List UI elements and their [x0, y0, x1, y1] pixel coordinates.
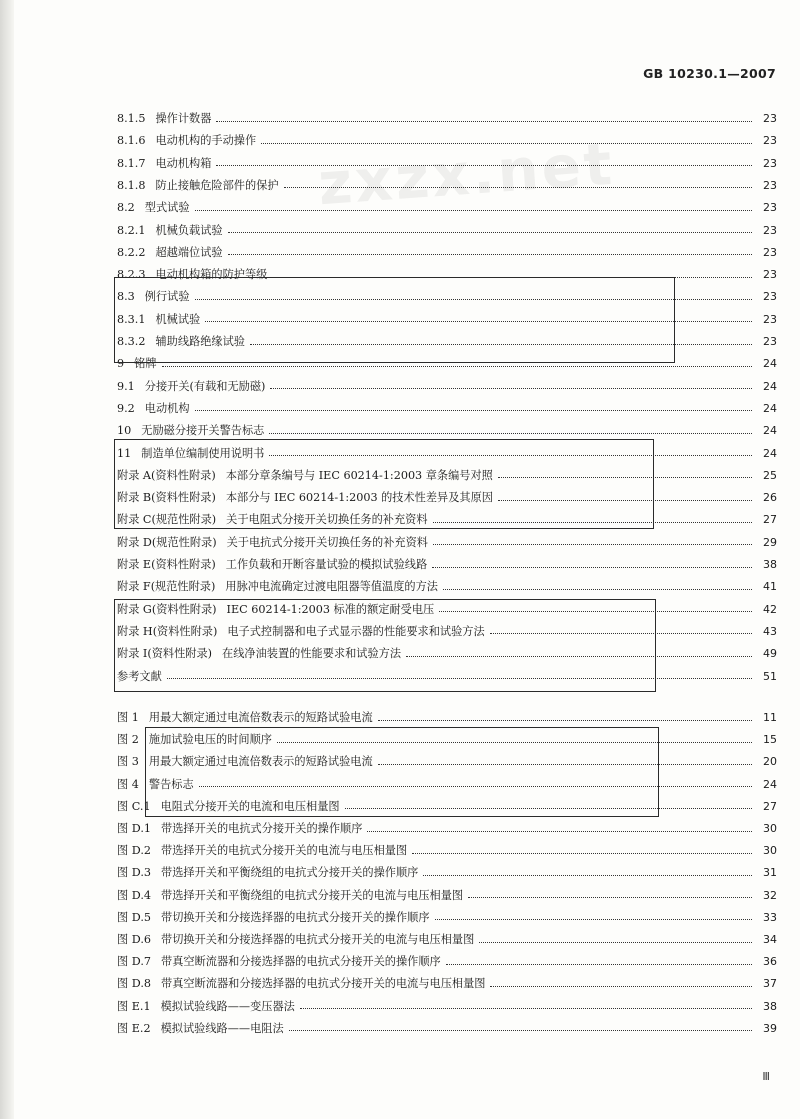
figure-entry-title: 模拟试验线路——电阻法 — [160, 1021, 284, 1035]
toc-entry-label — [117, 153, 211, 175]
toc-entry[interactable] — [117, 554, 777, 576]
toc-entry-title: 辅助线路绝缘试验 — [155, 335, 245, 348]
toc-entry[interactable] — [117, 153, 777, 175]
toc-entry-page: 23 — [763, 178, 777, 192]
figure-entry-title: 带选择开关和平衡绕组的电抗式分接开关的电流与电压相量图 — [161, 888, 464, 902]
highlight-box-annex-abc — [114, 439, 654, 529]
toc-entry-page: 43 — [763, 624, 777, 638]
dot-leader — [228, 231, 752, 233]
figure-entry-number: 图 1 — [117, 711, 139, 724]
toc-entry-number: 8.3 — [117, 290, 135, 304]
figure-entry-number: 图 4 — [117, 777, 139, 791]
figure-entry-number: 图 D.5 — [117, 910, 151, 924]
toc-entry-page: 24 — [763, 379, 777, 393]
toc-entry-title: 参考文献 — [117, 669, 162, 683]
figure-entry-number: 图 E.2 — [117, 1021, 151, 1035]
toc-entry-page: 23 — [763, 268, 777, 282]
toc-entry-title: 关于电抗式分接开关切换任务的补充资料 — [226, 535, 428, 549]
dot-leader — [261, 142, 752, 144]
dot-leader — [284, 186, 752, 188]
toc-entry-page: 25 — [763, 468, 777, 482]
toc-entry-page: 42 — [763, 602, 777, 616]
figure-entry-page: 37 — [763, 977, 777, 991]
toc-entry-page: 23 — [763, 245, 777, 259]
highlight-box-figures-2-c1 — [145, 727, 659, 817]
dot-leader — [490, 985, 752, 987]
figure-entry[interactable] — [117, 996, 777, 1018]
figure-entry-number: 图 2 — [117, 733, 139, 747]
toc-entry-title: 铭牌 — [134, 357, 157, 371]
toc-entry[interactable] — [117, 175, 777, 197]
figure-entry-page: 11 — [763, 711, 777, 724]
toc-entry-title: 机械负载试验 — [155, 223, 223, 237]
toc-entry-page: 27 — [763, 513, 777, 527]
dot-leader — [446, 963, 752, 965]
toc-entry-number: 8.1.5 — [117, 112, 146, 125]
toc-entry-title: 制造单位编制使用说明书 — [141, 446, 265, 460]
figure-entry[interactable] — [117, 951, 777, 973]
toc-entry-label — [117, 376, 265, 398]
toc-entry-number: 8.2.3 — [117, 268, 146, 282]
toc-entry-title: 无励磁分接开关警告标志 — [141, 424, 265, 438]
dot-leader — [412, 852, 752, 854]
figure-entry[interactable] — [117, 862, 777, 884]
toc-entry-number: 附录 E(资料性附录) — [117, 558, 216, 571]
figure-entry-label — [117, 996, 295, 1018]
toc-entry-label — [117, 242, 223, 264]
figure-entry-number: 图 E.1 — [117, 999, 151, 1013]
toc-entry-page: 24 — [763, 446, 777, 460]
figure-entry[interactable] — [117, 907, 777, 929]
toc-entry-title: 本部分章条编号与 IEC 60214-1:2003 章条编号对照 — [225, 468, 493, 482]
toc-entry-page: 24 — [763, 357, 777, 371]
toc-entry-title: 本部分与 IEC 60214-1:2003 的技术性差异及其原因 — [225, 491, 493, 505]
figure-entry-title: 施加试验电压的时间顺序 — [148, 733, 272, 747]
figure-entry-label — [117, 818, 362, 840]
figure-entry-page: 34 — [763, 933, 777, 946]
toc-entry-number: 9.2 — [117, 401, 135, 415]
toc-entry-title: 关于电阻式分接开关切换任务的补充资料 — [226, 513, 428, 527]
toc-entry-page: 38 — [763, 558, 777, 571]
figure-entry-title: 带真空断流器和分接选择器的电抗式分接开关的操作顺序 — [161, 955, 441, 969]
figure-entry-number: 图 D.6 — [117, 933, 151, 946]
toc-entry-number: 8.3.1 — [117, 312, 146, 326]
toc-entry-label — [117, 108, 211, 130]
figure-entry[interactable] — [117, 973, 777, 995]
dot-leader — [433, 543, 752, 545]
toc-entry-page: 24 — [763, 401, 777, 415]
figure-entry-label — [117, 707, 373, 729]
figure-entry-label — [117, 885, 463, 907]
toc-entry-title: 例行试验 — [144, 290, 190, 304]
toc-entry-page: 23 — [763, 112, 777, 125]
figure-entry[interactable] — [117, 818, 777, 840]
figure-entry[interactable] — [117, 885, 777, 907]
toc-entry-page: 26 — [763, 491, 777, 505]
toc-entry-page: 23 — [763, 290, 777, 304]
page-marker: Ⅲ — [762, 1070, 770, 1083]
toc-entry-number: 9 — [117, 357, 125, 371]
dot-leader — [216, 120, 752, 122]
toc-entry-number: 附录 F(规范性附录) — [117, 580, 216, 594]
dot-leader — [300, 1007, 752, 1009]
toc-entry-page: 24 — [763, 424, 777, 438]
toc-entry-page: 23 — [763, 201, 777, 215]
toc-entry[interactable] — [117, 532, 777, 554]
toc-entry-page: 23 — [763, 312, 777, 326]
toc-entry-page: 23 — [763, 156, 777, 170]
toc-entry-number: 附录 D(规范性附录) — [117, 535, 217, 549]
toc-entry[interactable] — [117, 130, 777, 152]
toc-entry-title: 工作负载和开断容量试验的模拟试验线路 — [225, 558, 428, 571]
dot-leader — [435, 918, 752, 920]
figure-entry-label — [117, 840, 407, 862]
figure-entry-label — [117, 929, 474, 951]
dot-leader — [367, 830, 752, 832]
toc-entry-page: 29 — [763, 535, 777, 549]
toc-entry-number: 8.3.2 — [117, 335, 146, 348]
figure-entry[interactable] — [117, 1018, 777, 1040]
toc-entry-title: 超越端位试验 — [155, 245, 223, 259]
figure-entry-page: 36 — [763, 955, 777, 969]
figure-entry[interactable] — [117, 929, 777, 951]
toc-entry-number: 9.1 — [117, 379, 135, 393]
toc-entry-number: 8.1.6 — [117, 134, 146, 148]
toc-entry-number: 8.2.1 — [117, 223, 146, 237]
toc-entry-label — [117, 220, 223, 242]
toc-entry-label — [117, 197, 190, 219]
toc-entry-page: 41 — [763, 580, 777, 594]
toc-entry-page: 51 — [763, 669, 777, 683]
toc-entry-title: 分接开关(有载和无励磁) — [144, 379, 266, 393]
figure-entry-title: 带真空断流器和分接选择器的电抗式分接开关的电流与电压相量图 — [161, 977, 486, 991]
toc-entry-number: 8.1.7 — [117, 156, 146, 170]
dot-leader — [479, 941, 752, 943]
figure-entry-title: 警告标志 — [148, 777, 194, 791]
toc-entry[interactable] — [117, 108, 777, 130]
dot-leader — [423, 874, 752, 876]
dot-leader — [216, 164, 752, 166]
highlight-box-annex-ghi — [114, 599, 656, 692]
figure-entry[interactable] — [117, 707, 777, 729]
toc-entry-number: 附录 I(资料性附录) — [117, 647, 213, 661]
dot-leader — [378, 719, 752, 721]
figure-entry-page: 38 — [763, 999, 777, 1013]
dot-leader — [228, 253, 752, 255]
dot-leader — [162, 365, 752, 367]
figure-entry-label — [117, 1018, 284, 1040]
standard-number-header: GB 10230.1—2007 — [643, 66, 776, 81]
dot-leader — [270, 387, 752, 389]
toc-entry-label — [117, 554, 427, 576]
toc-entry-number: 11 — [117, 446, 132, 460]
toc-entry-number: 附录 A(资料性附录) — [117, 468, 216, 482]
toc-entry-page: 23 — [763, 335, 777, 348]
figure-entry-number: 图 D.3 — [117, 866, 151, 880]
toc-entry[interactable] — [117, 197, 777, 219]
toc-entry-label — [117, 175, 279, 197]
toc-entry[interactable] — [117, 576, 777, 598]
toc-entry-number: 附录 C(规范性附录) — [117, 513, 217, 527]
toc-entry-title: 操作计数器 — [155, 112, 212, 125]
toc-entry-title: 电动机构的手动操作 — [155, 134, 257, 148]
figure-entry-number: 图 C.1 — [117, 799, 151, 813]
figure-entry-page: 33 — [763, 910, 777, 924]
toc-entry-label — [117, 130, 256, 152]
figure-entry-page: 27 — [763, 799, 777, 813]
figure-entry-title: 带选择开关的电抗式分接开关的电流与电压相量图 — [161, 844, 408, 858]
figure-entry-page: 39 — [763, 1021, 777, 1035]
figure-entry-page: 20 — [763, 755, 777, 769]
toc-entry-title: 用脉冲电流确定过渡电阻器等值温度的方法 — [225, 580, 438, 594]
toc-entry-title: 电动机构箱 — [155, 156, 212, 170]
figure-entry-page: 15 — [763, 733, 777, 747]
figure-entry-label — [117, 907, 430, 929]
figure-entry-title: 用最大额定通过电流倍数表示的短路试验电流 — [148, 711, 373, 724]
figure-entry-label — [117, 973, 485, 995]
figure-entry-page: 30 — [763, 822, 777, 835]
toc-entry[interactable] — [117, 398, 777, 420]
figure-entry-label — [117, 862, 418, 884]
toc-entry-number: 8.2.2 — [117, 245, 146, 259]
figure-entry-title: 电阻式分接开关的电流和电压相量图 — [160, 799, 340, 813]
figure-entry-title: 模拟试验线路——变压器法 — [160, 999, 295, 1013]
figure-entry-title: 带选择开关的电抗式分接开关的操作顺序 — [161, 822, 363, 835]
toc-entry-title: IEC 60214-1:2003 标准的额定耐受电压 — [226, 602, 435, 616]
toc-entry-title: 机械试验 — [155, 312, 201, 326]
figure-entry-number: 图 D.8 — [117, 977, 151, 991]
toc-entry-title: 电动机构箱的防护等级 — [155, 268, 268, 282]
figure-entry-number: 图 D.7 — [117, 955, 151, 969]
toc-entry-title: 防止接触危险部件的保护 — [155, 178, 279, 192]
figure-entry-title: 带选择开关和平衡绕组的电抗式分接开关的操作顺序 — [161, 866, 419, 880]
toc-entry-number: 附录 B(资料性附录) — [117, 491, 216, 505]
toc-entry-number: 附录 H(资料性附录) — [117, 624, 218, 638]
toc-entry-page: 23 — [763, 134, 777, 148]
toc-entry-page: 23 — [763, 223, 777, 237]
toc-entry[interactable] — [117, 376, 777, 398]
dot-leader — [468, 896, 752, 898]
toc-entry-page: 49 — [763, 647, 777, 661]
figure-entry-page: 30 — [763, 844, 777, 858]
toc-entry-title: 在线净油装置的性能要求和试验方法 — [222, 647, 402, 661]
figure-entry-page: 24 — [763, 777, 777, 791]
toc-entry-title: 电动机构 — [144, 401, 190, 415]
toc-entry-title: 型式试验 — [144, 201, 190, 215]
figure-entry-page: 31 — [763, 866, 777, 880]
figure-entry[interactable] — [117, 840, 777, 862]
toc-entry-number: 附录 G(资料性附录) — [117, 602, 217, 616]
dot-leader — [289, 1029, 752, 1031]
dot-leader — [443, 588, 752, 590]
figure-entry-number: 图 D.1 — [117, 822, 151, 835]
figure-entry-page: 32 — [763, 888, 777, 902]
toc-entry-label — [117, 576, 438, 598]
figure-entry-number: 图 D.4 — [117, 888, 151, 902]
toc-entry-label — [117, 398, 190, 420]
toc-entry[interactable] — [117, 242, 777, 264]
toc-entry[interactable] — [117, 220, 777, 242]
figure-entry-title: 带切换开关和分接选择器的电抗式分接开关的电流与电压相量图 — [161, 933, 475, 946]
dot-leader — [195, 409, 752, 411]
dot-leader — [432, 566, 752, 568]
figure-entry-title: 用最大额定通过电流倍数表示的短路试验电流 — [148, 755, 373, 769]
watermark: zxzx.net — [315, 129, 617, 219]
figure-entry-number: 图 3 — [117, 755, 139, 769]
figure-entry-label — [117, 951, 441, 973]
toc-entry-number: 8.1.8 — [117, 178, 146, 192]
figure-entry-title: 带切换开关和分接选择器的电抗式分接开关的操作顺序 — [161, 910, 430, 924]
figure-entry-number: 图 D.2 — [117, 844, 151, 858]
dot-leader — [195, 209, 752, 211]
dot-leader — [269, 432, 752, 434]
toc-entry-number: 10 — [117, 424, 132, 438]
highlight-box-routine-tests — [114, 277, 675, 363]
toc-entry-label — [117, 532, 428, 554]
toc-entry-number: 8.2 — [117, 201, 135, 215]
toc-entry-title: 电子式控制器和电子式显示器的性能要求和试验方法 — [227, 624, 485, 638]
